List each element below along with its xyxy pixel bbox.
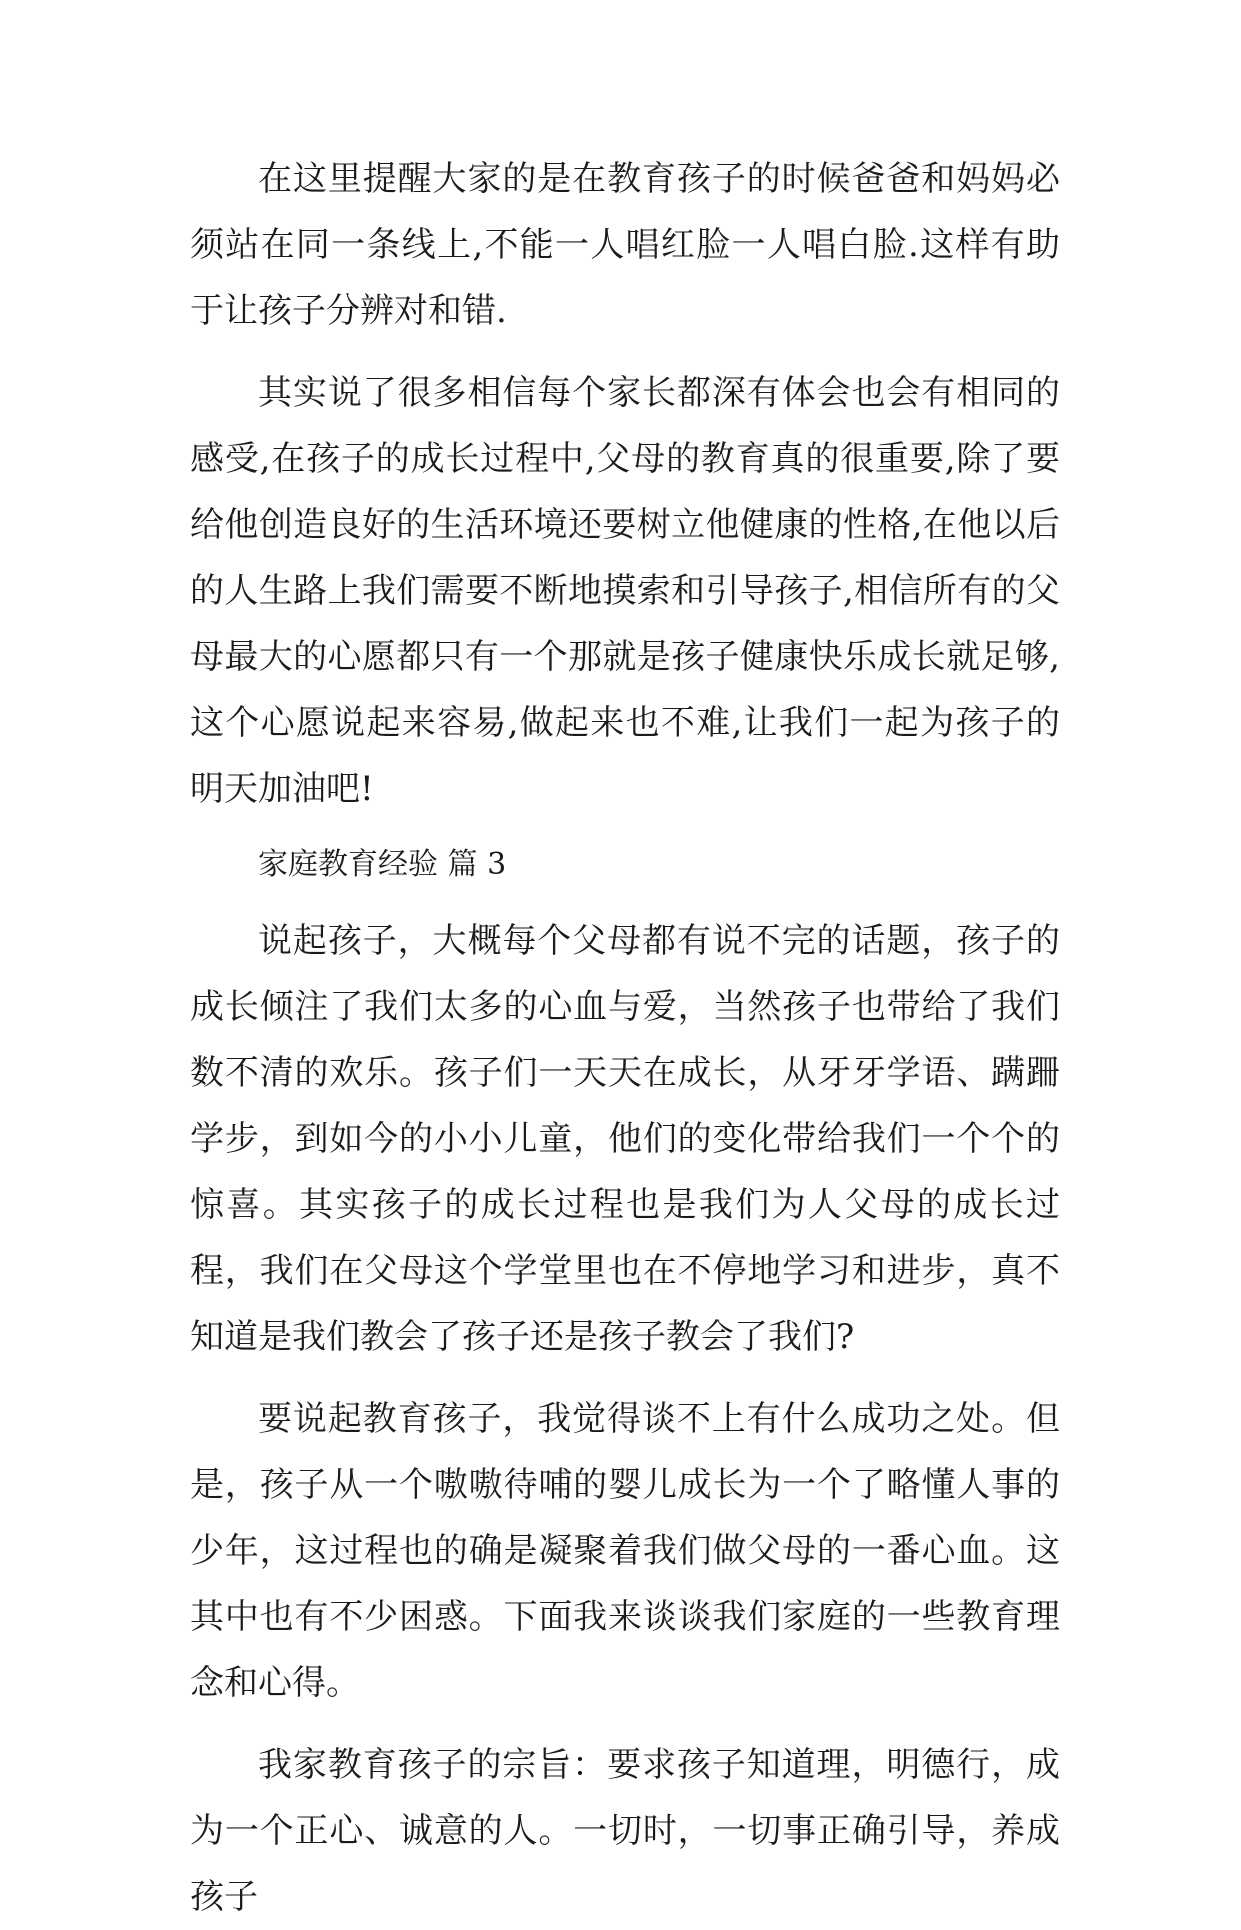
paragraph-parents-united: 在这里提醒大家的是在教育孩子的时候爸爸和妈妈必须站在同一条线上,不能一人唱红脸一人唱白脸.这样有助于让孩子分辨对和错. bbox=[190, 159, 1060, 331]
paragraph-educating-children: 要说起教育孩子，我觉得谈不上有什么成功之处。但是，孩子从一个嗷嗷待哺的婴儿成长为一个了略懂人事的少年，这过程也的确是凝聚着我们做父母的一番心血。这其中也有不少困惑。下面我来谈谈我们家庭的一些教育理念和心得。 bbox=[190, 1399, 1060, 1703]
paragraph-family-principle: 我家教育孩子的宗旨：要求孩子知道理，明德行，成为一个正心、诚意的人。一切时，一切事正确引导，养成孩子 bbox=[190, 1745, 1060, 1917]
document-body bbox=[190, 146, 1060, 1930]
paragraph-parents-wish: 其实说了很多相信每个家长都深有体会也会有相同的感受,在孩子的成长过程中,父母的教育真的很重要,除了要给他创造良好的生活环境还要树立他健康的性格,在他以后的人生路上我们需要不断地摸索和引导孩子,相信所有的父母最大的心愿都只有一个那就是孩子健康快乐成长就足够,这个心愿说起来容易,做起来也不难,让我们一起为孩子的明天加油吧! bbox=[190, 373, 1060, 809]
section-heading: 家庭教育经验 篇 3 bbox=[258, 847, 507, 882]
paragraph-talking-about-children: 说起孩子，大概每个父母都有说不完的话题，孩子的成长倾注了我们太多的心血与爱，当然孩子也带给了我们数不清的欢乐。孩子们一天天在成长，从牙牙学语、蹒跚学步，到如今的小小儿童，他们的变化带给我们一个个的惊喜。其实孩子的成长过程也是我们为人父母的成长过程，我们在父母这个学堂里也在不停地学习和进步，真不知道是我们教会了孩子还是孩子教会了我们? bbox=[190, 921, 1060, 1357]
